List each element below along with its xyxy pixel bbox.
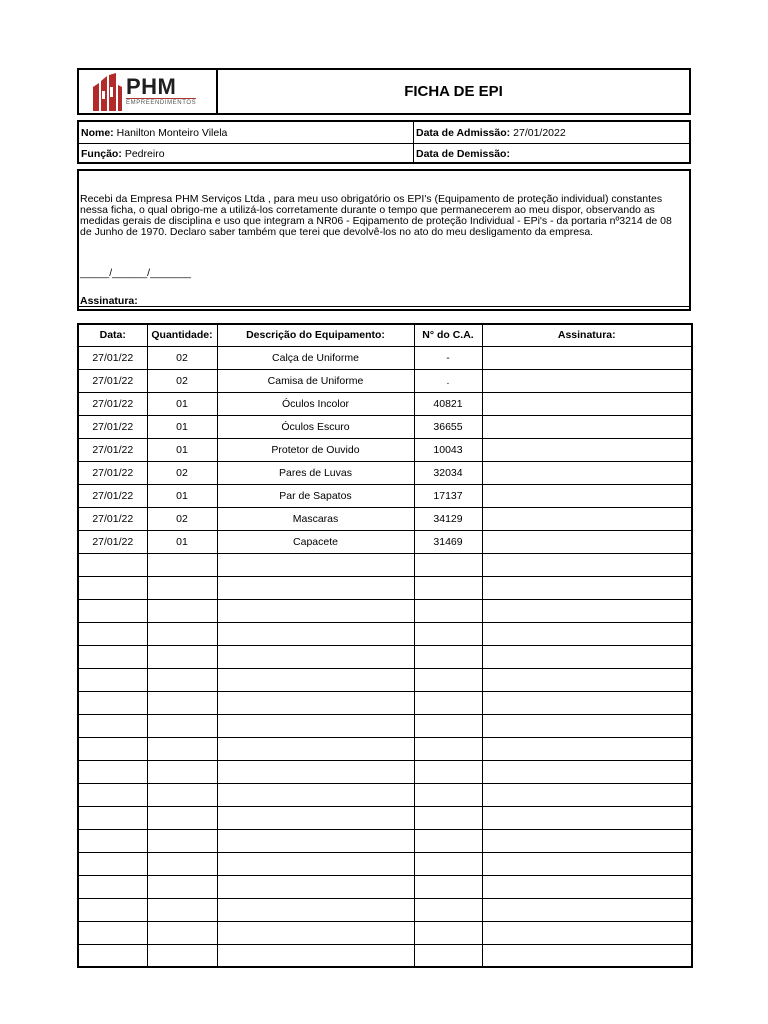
cell-quantity xyxy=(147,668,217,691)
function-value: Pedreiro xyxy=(124,148,165,160)
cell-ca-number xyxy=(414,737,482,760)
cell-description: Calça de Uniforme xyxy=(217,346,414,369)
cell-date xyxy=(78,760,147,783)
cell-date xyxy=(78,852,147,875)
cell-description xyxy=(217,691,414,714)
table-row xyxy=(78,530,692,553)
cell-quantity xyxy=(147,691,217,714)
cell-ca-number xyxy=(414,622,482,645)
table-row xyxy=(78,760,692,783)
cell-quantity xyxy=(147,783,217,806)
cell-description: Pares de Luvas xyxy=(217,461,414,484)
cell-signature xyxy=(482,875,692,898)
cell-signature xyxy=(482,944,692,967)
cell-ca-number: 32034 xyxy=(414,461,482,484)
cell-description xyxy=(217,921,414,944)
cell-description xyxy=(217,576,414,599)
signature-divider xyxy=(77,306,691,307)
cell-ca-number: - xyxy=(414,346,482,369)
cell-ca-number xyxy=(414,691,482,714)
epi-table xyxy=(77,323,693,968)
cell-description: Óculos Escuro xyxy=(217,415,414,438)
cell-description xyxy=(217,645,414,668)
cell-date xyxy=(78,898,147,921)
cell-quantity xyxy=(147,553,217,576)
cell-quantity: 01 xyxy=(147,438,217,461)
cell-ca-number xyxy=(414,599,482,622)
cell-date: 27/01/22 xyxy=(78,369,147,392)
cell-signature xyxy=(482,921,692,944)
cell-quantity xyxy=(147,898,217,921)
cell-date: 27/01/22 xyxy=(78,507,147,530)
info-row-name xyxy=(79,122,689,143)
function-label: Função: xyxy=(81,148,122,160)
admission-value: 27/01/2022 xyxy=(513,126,566,139)
cell-date xyxy=(78,806,147,829)
cell-date: 27/01/22 xyxy=(78,461,147,484)
cell-description xyxy=(217,714,414,737)
cell-signature xyxy=(482,829,692,852)
declaration-box xyxy=(77,169,691,311)
cell-ca-number xyxy=(414,645,482,668)
declaration-signature-label: Assinatura: xyxy=(80,295,138,307)
cell-quantity: 02 xyxy=(147,461,217,484)
cell-date: 27/01/22 xyxy=(78,438,147,461)
cell-ca-number xyxy=(414,921,482,944)
cell-signature xyxy=(482,852,692,875)
cell-signature xyxy=(482,530,692,553)
page-title: FICHA DE EPI xyxy=(404,83,503,100)
cell-description: Camisa de Uniforme xyxy=(217,369,414,392)
cell-signature xyxy=(482,806,692,829)
cell-quantity xyxy=(147,829,217,852)
cell-quantity: 01 xyxy=(147,530,217,553)
cell-description xyxy=(217,760,414,783)
cell-ca-number: 36655 xyxy=(414,415,482,438)
cell-quantity: 02 xyxy=(147,369,217,392)
cell-date xyxy=(78,576,147,599)
table-row xyxy=(78,737,692,760)
name-value: Hanilton Monteiro Vilela xyxy=(116,126,228,139)
header-description: Descrição do Equipamento: xyxy=(217,324,414,346)
logo-subtitle: EMPREENDIMENTOS xyxy=(126,100,197,106)
table-row xyxy=(78,691,692,714)
logo-cell xyxy=(79,70,218,113)
cell-date: 27/01/22 xyxy=(78,346,147,369)
cell-signature xyxy=(482,645,692,668)
table-row xyxy=(78,392,692,415)
cell-date xyxy=(78,553,147,576)
cell-ca-number: 34129 xyxy=(414,507,482,530)
cell-signature xyxy=(482,392,692,415)
cell-description xyxy=(217,737,414,760)
cell-ca-number xyxy=(414,760,482,783)
table-row xyxy=(78,944,692,967)
table-row xyxy=(78,921,692,944)
cell-description xyxy=(217,829,414,852)
building-logo-icon xyxy=(91,73,123,111)
cell-quantity xyxy=(147,714,217,737)
table-row xyxy=(78,438,692,461)
cell-ca-number xyxy=(414,944,482,967)
cell-quantity: 01 xyxy=(147,392,217,415)
cell-ca-number xyxy=(414,829,482,852)
cell-signature xyxy=(482,484,692,507)
table-row xyxy=(78,898,692,921)
cell-date: 27/01/22 xyxy=(78,415,147,438)
cell-signature xyxy=(482,599,692,622)
table-row xyxy=(78,668,692,691)
cell-description xyxy=(217,622,414,645)
cell-ca-number xyxy=(414,553,482,576)
cell-ca-number: 31469 xyxy=(414,530,482,553)
cell-signature xyxy=(482,415,692,438)
cell-date xyxy=(78,737,147,760)
cell-quantity xyxy=(147,760,217,783)
cell-description xyxy=(217,783,414,806)
header-ca-number: N° do C.A. xyxy=(414,324,482,346)
cell-quantity xyxy=(147,645,217,668)
table-row xyxy=(78,714,692,737)
cell-signature xyxy=(482,783,692,806)
cell-description: Protetor de Ouvido xyxy=(217,438,414,461)
cell-ca-number xyxy=(414,576,482,599)
cell-signature xyxy=(482,346,692,369)
table-row xyxy=(78,507,692,530)
cell-quantity: 01 xyxy=(147,415,217,438)
cell-date xyxy=(78,944,147,967)
table-row xyxy=(78,415,692,438)
table-row xyxy=(78,461,692,484)
info-row-function xyxy=(79,143,689,164)
declaration-text: Recebi da Empresa PHM Serviços Ltda , para meu uso obrigatório os EPI's (Equipamento de proteção individual) constantes nessa ficha, o qual obrigo-me a utilizá-los corretamente durante o tempo que permanecerem ao meu dispor, observando as medidas gerais de disciplina e uso que integram a NR06 - Eqipamento de proteção Individual - EPi's - da portaria nº3214 de 08 de Junho de 1970. Declaro saber também que terei que devolvê-los no ato do meu desligamento da empresa. xyxy=(80,193,672,238)
company-logo xyxy=(91,73,196,111)
cell-date xyxy=(78,921,147,944)
cell-signature xyxy=(482,668,692,691)
cell-description xyxy=(217,898,414,921)
table-row xyxy=(78,346,692,369)
cell-quantity xyxy=(147,599,217,622)
table-header-row xyxy=(78,324,692,346)
cell-quantity xyxy=(147,921,217,944)
cell-ca-number: 40821 xyxy=(414,392,482,415)
employee-info xyxy=(77,120,691,164)
cell-quantity xyxy=(147,806,217,829)
cell-ca-number: . xyxy=(414,369,482,392)
cell-ca-number xyxy=(414,852,482,875)
cell-date xyxy=(78,829,147,852)
cell-date: 27/01/22 xyxy=(78,484,147,507)
table-row xyxy=(78,576,692,599)
table-row xyxy=(78,484,692,507)
cell-date xyxy=(78,645,147,668)
cell-quantity xyxy=(147,852,217,875)
cell-description xyxy=(217,668,414,691)
cell-signature xyxy=(482,622,692,645)
table-row xyxy=(78,553,692,576)
cell-signature xyxy=(482,576,692,599)
cell-signature xyxy=(482,461,692,484)
cell-description: Mascaras xyxy=(217,507,414,530)
table-row xyxy=(78,829,692,852)
admission-label: Data de Admissão: xyxy=(416,126,511,139)
dismissal-label: Data de Demissão: xyxy=(416,148,510,160)
cell-ca-number xyxy=(414,668,482,691)
cell-ca-number xyxy=(414,898,482,921)
cell-signature xyxy=(482,507,692,530)
cell-quantity xyxy=(147,944,217,967)
cell-ca-number: 17137 xyxy=(414,484,482,507)
cell-signature xyxy=(482,369,692,392)
cell-date xyxy=(78,714,147,737)
cell-description xyxy=(217,806,414,829)
table-row xyxy=(78,645,692,668)
table-row xyxy=(78,875,692,898)
cell-signature xyxy=(482,760,692,783)
logo-brand: PHM xyxy=(126,74,177,99)
cell-description: Capacete xyxy=(217,530,414,553)
cell-signature xyxy=(482,737,692,760)
cell-description xyxy=(217,553,414,576)
cell-description: Par de Sapatos xyxy=(217,484,414,507)
cell-date: 27/01/22 xyxy=(78,392,147,415)
table-row xyxy=(78,852,692,875)
cell-signature xyxy=(482,438,692,461)
cell-signature xyxy=(482,691,692,714)
cell-quantity: 02 xyxy=(147,346,217,369)
cell-description: Óculos Incolor xyxy=(217,392,414,415)
name-label: Nome: xyxy=(81,126,114,139)
cell-description xyxy=(217,875,414,898)
cell-signature xyxy=(482,714,692,737)
table-row xyxy=(78,622,692,645)
table-row xyxy=(78,806,692,829)
cell-description xyxy=(217,944,414,967)
cell-date xyxy=(78,691,147,714)
cell-quantity xyxy=(147,576,217,599)
header-date: Data: xyxy=(78,324,147,346)
cell-date xyxy=(78,875,147,898)
cell-date xyxy=(78,622,147,645)
cell-signature xyxy=(482,898,692,921)
table-row xyxy=(78,783,692,806)
cell-quantity xyxy=(147,875,217,898)
cell-date xyxy=(78,599,147,622)
cell-quantity: 02 xyxy=(147,507,217,530)
cell-date xyxy=(78,783,147,806)
header-quantity: Quantidade: xyxy=(147,324,217,346)
cell-ca-number xyxy=(414,806,482,829)
declaration-date-line: _____/______/_______ xyxy=(80,267,191,279)
table-row xyxy=(78,599,692,622)
cell-quantity: 01 xyxy=(147,484,217,507)
table-row xyxy=(78,369,692,392)
cell-ca-number xyxy=(414,714,482,737)
cell-quantity xyxy=(147,737,217,760)
cell-quantity xyxy=(147,622,217,645)
cell-ca-number xyxy=(414,875,482,898)
cell-description xyxy=(217,852,414,875)
cell-date xyxy=(78,668,147,691)
header xyxy=(77,68,691,115)
cell-ca-number: 10043 xyxy=(414,438,482,461)
cell-date: 27/01/22 xyxy=(78,530,147,553)
cell-description xyxy=(217,599,414,622)
cell-signature xyxy=(482,553,692,576)
header-signature: Assinatura: xyxy=(482,324,692,346)
cell-ca-number xyxy=(414,783,482,806)
